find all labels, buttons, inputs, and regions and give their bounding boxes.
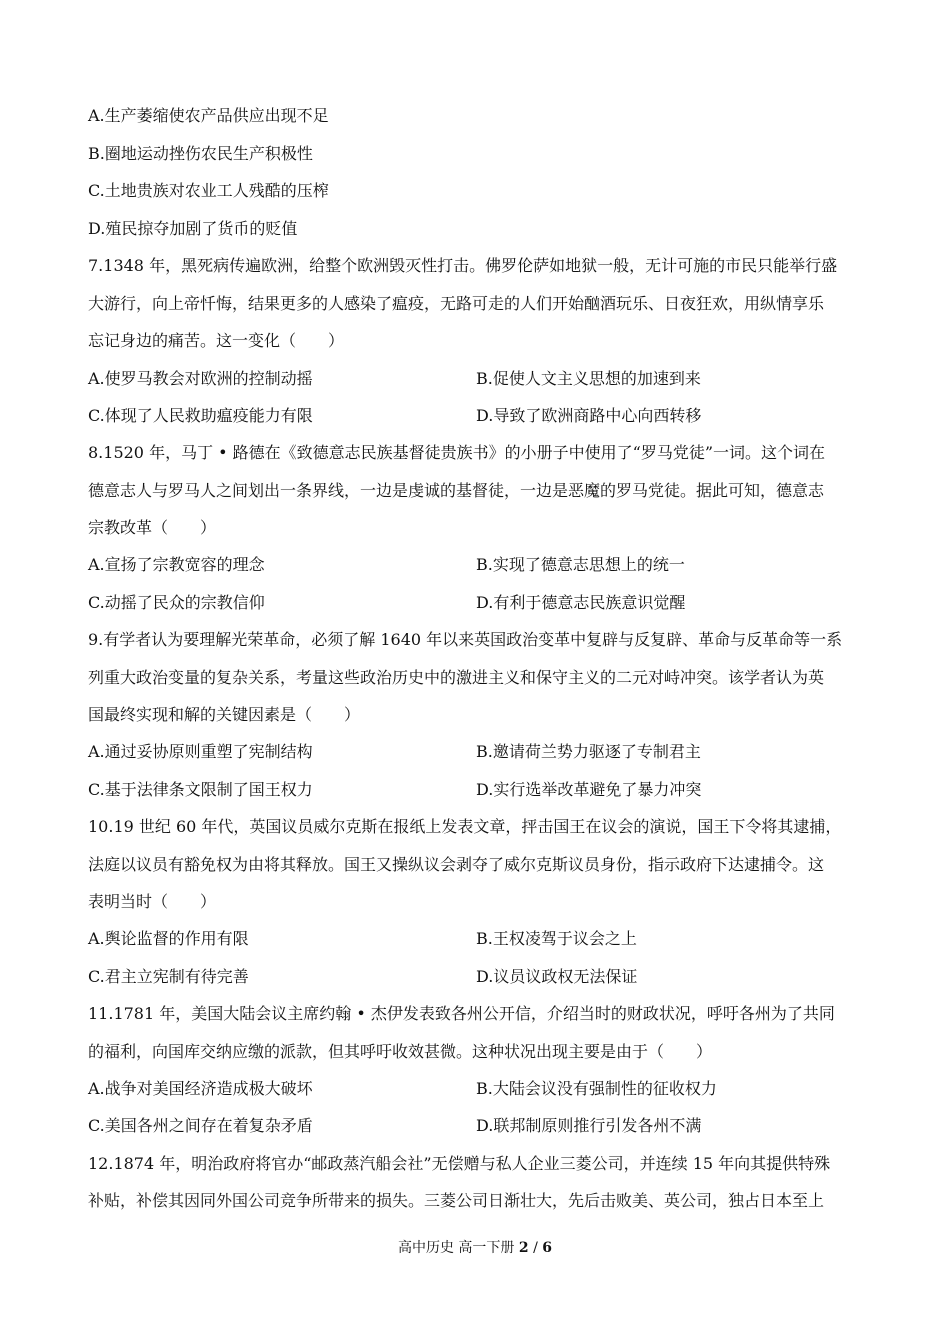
- option-line: D.联邦制原则推行引发各州不满: [476, 1116, 702, 1135]
- footer-title: 高中历史 高一下册: [397, 1240, 515, 1256]
- question-8-line: 宗教改革（ ）: [88, 518, 217, 537]
- question-11-line: 11.1781 年，美国大陆会议主席约翰 • 杰伊发表致各州公开信，介绍当时的财政状况，呼吁各州为了共同: [88, 1004, 835, 1023]
- option-line: B.促使人文主义思想的加速到来: [476, 369, 701, 388]
- option-line: D.实行选举改革避免了暴力冲突: [476, 780, 702, 799]
- option-line: B.大陆会议没有强制性的征收权力: [476, 1079, 717, 1098]
- question-12-line: 补贴，补偿其因同外国公司竞争所带来的损失。三菱公司日渐壮大，先后击败美、英公司，独占日本至上: [88, 1191, 825, 1210]
- question-8-line: 德意志人与罗马人之间划出一条界线，一边是虔诚的基督徒，一边是恶魔的罗马党徒。据此可知，德意志: [88, 481, 825, 500]
- option-line: C.动摇了民众的宗教信仰: [88, 593, 265, 612]
- option-line: C.美国各州之间存在着复杂矛盾: [88, 1116, 313, 1135]
- option-line: B.实现了德意志思想上的统一: [476, 555, 685, 574]
- question-10-line: 10.19 世纪 60 年代，英国议员威尔克斯在报纸上发表文章，抨击国王在议会的演说，国王下令将其逮捕，: [88, 817, 842, 836]
- option-line: D.议员议政权无法保证: [476, 967, 638, 986]
- question-11-line: 的福利，向国库交纳应缴的派款，但其呼吁收效甚微。这种状况出现主要是由于（ ）: [88, 1042, 713, 1061]
- option-line: A.舆论监督的作用有限: [88, 929, 249, 948]
- option-line: A.使罗马教会对欧洲的控制动摇: [88, 369, 313, 388]
- option-line: A.战争对美国经济造成极大破坏: [88, 1079, 313, 1098]
- question-9-line: 国最终实现和解的关键因素是（ ）: [88, 705, 361, 724]
- page-footer: [0, 1239, 950, 1257]
- question-8-line: 8.1520 年，马丁 • 路德在《致德意志民族基督徒贵族书》的小册子中使用了“罗马党徒”一词。这个词在: [88, 443, 826, 462]
- question-12-line: 12.1874 年，明治政府将官办“邮政蒸汽船会社”无偿赠与私人企业三菱公司，并连续 15 年向其提供特殊: [88, 1154, 831, 1173]
- option-line: D.导致了欧洲商路中心向西转移: [476, 406, 702, 425]
- option-line: C.土地贵族对农业工人残酷的压榨: [88, 181, 329, 200]
- option-line: B.圈地运动挫伤农民生产积极性: [88, 144, 313, 163]
- question-9-line: 列重大政治变量的复杂关系，考量这些政治历史中的激进主义和保守主义的二元对峙冲突。该学者认为英: [88, 668, 825, 687]
- option-line: A.生产萎缩使农产品供应出现不足: [88, 106, 329, 125]
- option-line: A.通过妥协原则重塑了宪制结构: [88, 742, 313, 761]
- option-line: C.君主立宪制有待完善: [88, 967, 249, 986]
- option-line: B.王权凌驾于议会之上: [476, 929, 637, 948]
- option-line: A.宣扬了宗教宽容的理念: [88, 555, 265, 574]
- question-7-line: 大游行，向上帝忏悔，结果更多的人感染了瘟疫，无路可走的人们开始酗酒玩乐、日夜狂欢，用纵情享乐: [88, 294, 825, 313]
- option-line: D.殖民掠夺加剧了货币的贬值: [88, 219, 298, 238]
- option-line: C.体现了人民救助瘟疫能力有限: [88, 406, 313, 425]
- question-7-line: 7.1348 年，黑死病传遍欧洲，给整个欧洲毁灭性打击。佛罗伦萨如地狱一般，无计可施的市民只能举行盛: [88, 256, 838, 275]
- option-line: D.有利于德意志民族意识觉醒: [476, 593, 686, 612]
- question-7-line: 忘记身边的痛苦。这一变化（ ）: [88, 331, 345, 350]
- page-total: 6: [542, 1240, 553, 1256]
- question-10-line: 法庭以议员有豁免权为由将其释放。国王又操纵议会剥夺了威尔克斯议员身份，指示政府下达逮捕令。这: [88, 855, 825, 874]
- page-separator: /: [533, 1240, 538, 1256]
- question-9-line: 9.有学者认为要理解光荣革命，必须了解 1640 年以来英国政治变革中复辟与反复辟、革命与反革命等一系: [88, 630, 843, 649]
- option-line: C.基于法律条文限制了国王权力: [88, 780, 313, 799]
- option-line: B.邀请荷兰势力驱逐了专制君主: [476, 742, 701, 761]
- question-10-line: 表明当时（ ）: [88, 892, 217, 911]
- page-number: 2: [518, 1240, 529, 1256]
